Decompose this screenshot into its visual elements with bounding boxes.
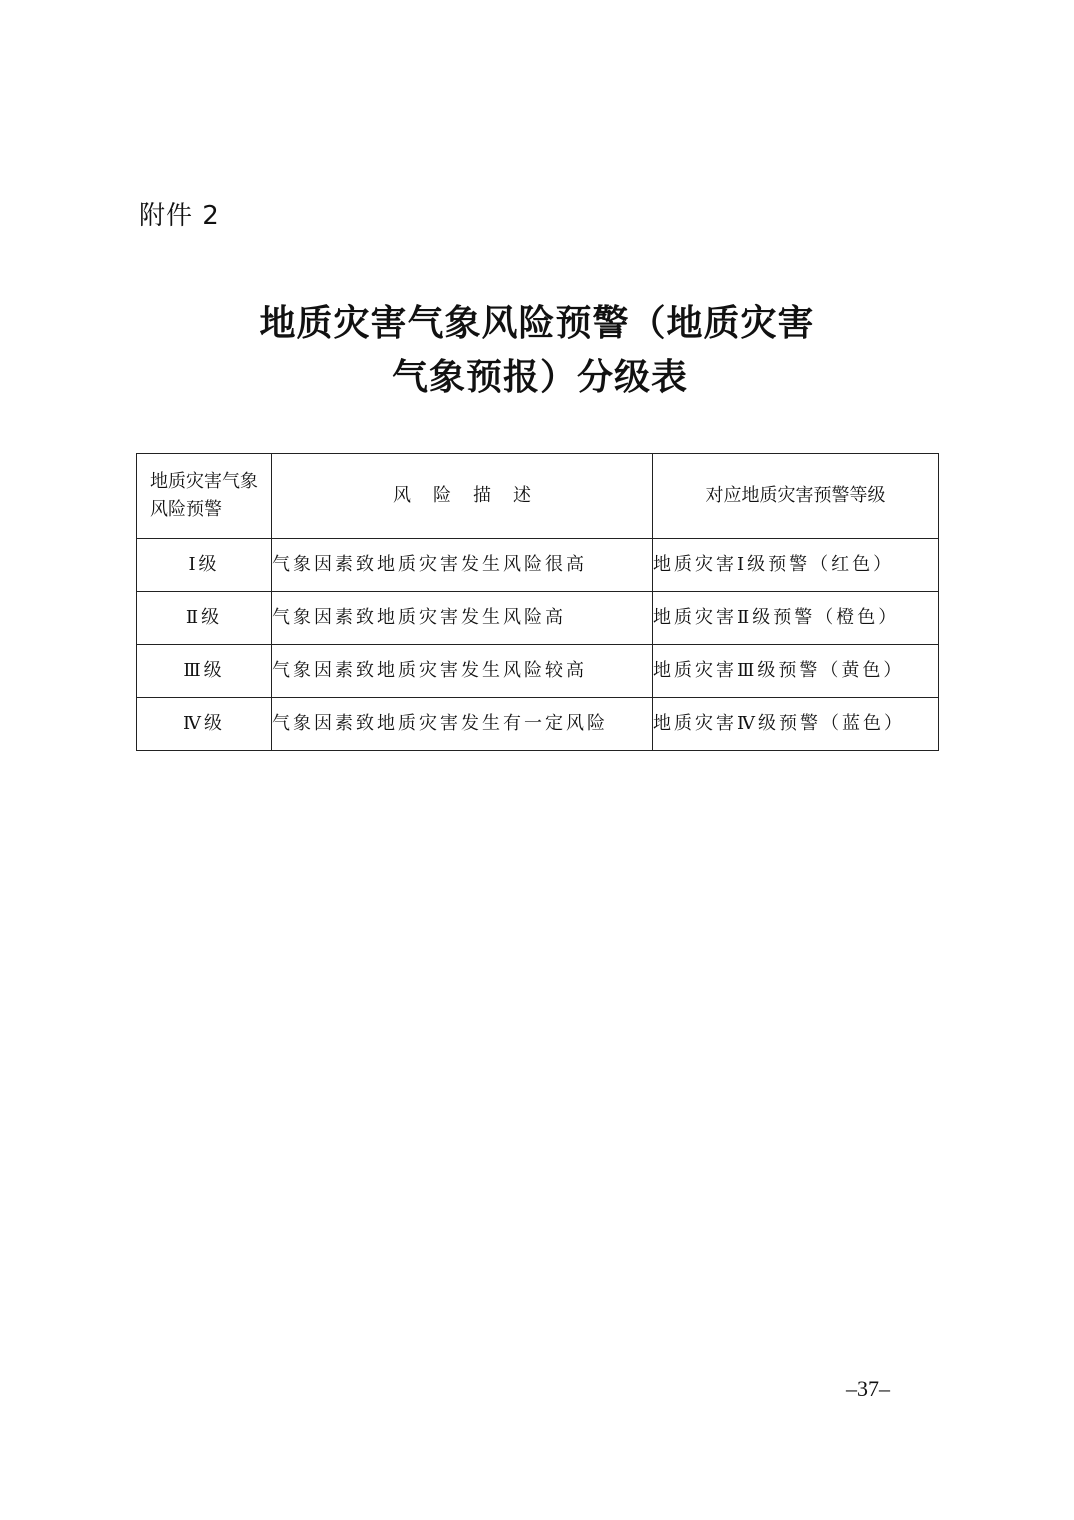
warning-cell: 地质灾害Ⅳ级预警（蓝色）: [653, 698, 939, 751]
title-line-2: 气象预报）分级表: [391, 357, 688, 398]
document-title: [0, 297, 1074, 405]
warning-cell: 地质灾害Ⅲ级预警（黄色）: [653, 645, 939, 698]
header-risk-description: 风险描述: [272, 454, 653, 539]
level-cell: Ⅰ级: [137, 539, 272, 592]
warning-cell: 地质灾害Ⅱ级预警（橙色）: [653, 592, 939, 645]
title-line-1: 地质灾害气象风险预警（地质灾害: [259, 303, 815, 344]
table-row: [137, 645, 939, 698]
table-row: [137, 698, 939, 751]
description-cell: 气象因素致地质灾害发生风险较高: [272, 645, 653, 698]
warning-cell: 地质灾害Ⅰ级预警（红色）: [653, 539, 939, 592]
attachment-label: 附件 2: [139, 201, 220, 231]
description-cell: 气象因素致地质灾害发生有一定风险: [272, 698, 653, 751]
level-cell: Ⅳ级: [137, 698, 272, 751]
description-cell: 气象因素致地质灾害发生风险很高: [272, 539, 653, 592]
table-row: [137, 592, 939, 645]
description-cell: 气象因素致地质灾害发生风险高: [272, 592, 653, 645]
level-cell: Ⅲ级: [137, 645, 272, 698]
warning-grading-table: [136, 453, 939, 751]
header-corresponding-warning: 对应地质灾害预警等级: [653, 454, 939, 539]
page-number: –37–: [846, 1376, 890, 1401]
table-header-row: [137, 454, 939, 539]
header-warning-level: 地质灾害气象风险预警: [137, 454, 272, 539]
level-cell: Ⅱ级: [137, 592, 272, 645]
table-row: [137, 539, 939, 592]
